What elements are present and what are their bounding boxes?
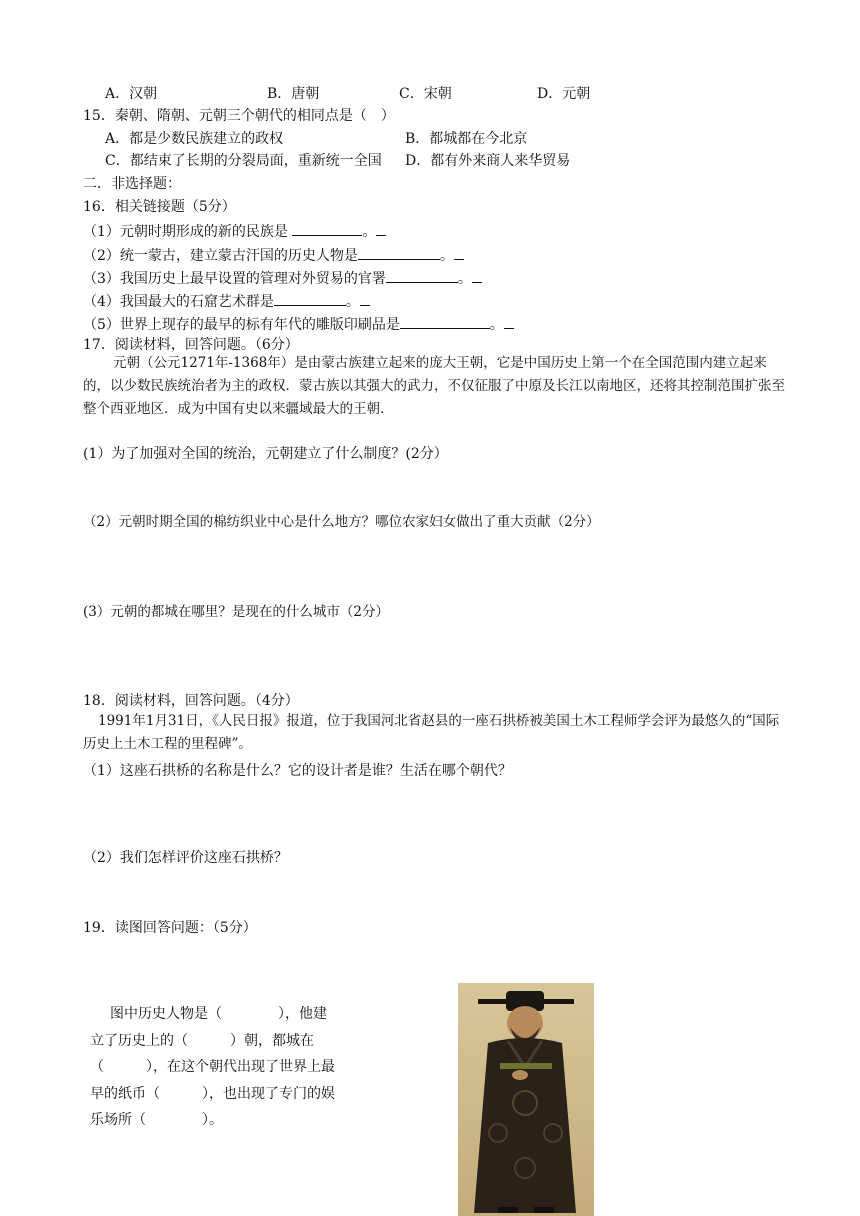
- q17-question-1: (1）为了加强对全国的统治，元朝建立了什么制度？(2分）: [83, 446, 448, 462]
- q18-title: 18．阅读材料，回答问题。（4分）: [83, 693, 299, 709]
- q17-question-3: (3）元朝的都城在哪里？是现在的什么城市（2分）: [83, 604, 389, 620]
- answer-blank[interactable]: [400, 314, 490, 329]
- q15-stem: 15．秦朝、隋朝、元朝三个朝代的相同点是（ ）: [83, 108, 395, 124]
- q15-option-b: B．都城都在今北京: [405, 131, 528, 147]
- q14-option-a: A．汉朝: [105, 86, 158, 102]
- q16-item-5-text: （5）世界上现存的最早的标有年代的雕版印刷品是: [83, 317, 400, 333]
- q19-title: 19．读图回答问题：（5分）: [83, 920, 257, 936]
- answer-blank-tail: [376, 221, 386, 236]
- q16-item-2: [83, 245, 464, 265]
- q15-option-a: A．都是少数民族建立的政权: [105, 131, 284, 147]
- q16-item-1-tail: 。: [362, 224, 377, 240]
- q14-option-b: B．唐朝: [267, 86, 320, 102]
- answer-blank-tail: [472, 268, 482, 283]
- q19-fill-text: 图中历史人物是（ ），他建立了历史上的（ ）朝，都城在（ ），在这个朝代出现了世界上最早的纸币（ ），也出现了专门的娱乐场所（ ）。: [90, 1006, 335, 1128]
- answer-blank[interactable]: [386, 268, 458, 283]
- q16-item-4-tail: 。: [345, 294, 360, 310]
- q15-option-c: C．都结束了长期的分裂局面，重新统一全国: [105, 153, 382, 169]
- q16-item-1-text: （1）元朝时期形成的新的民族是: [83, 224, 293, 240]
- answer-blank-tail: [504, 314, 514, 329]
- answer-blank[interactable]: [358, 245, 440, 260]
- q16-item-4-text: （4）我国最大的石窟艺术群是: [83, 294, 274, 310]
- q18-question-2: （2）我们怎样评价这座石拱桥？: [83, 850, 288, 866]
- q18-material: 1991年1月31日，《人民日报》报道，位于我国河北省赵县的一座石拱桥被美国土木工程师学会评为最悠久的“国际历史上土木工程的里程碑”。: [83, 713, 780, 752]
- q16-item-2-text: （2）统一蒙古，建立蒙古汗国的历史人物是: [83, 248, 358, 264]
- q16-item-2-tail: 。: [439, 248, 454, 264]
- answer-blank-tail: [360, 291, 370, 306]
- q16-item-1: [83, 221, 386, 241]
- q16-item-5: [83, 314, 514, 334]
- emperor-portrait-image: [458, 983, 594, 1216]
- q18-question-1: （1）这座石拱桥的名称是什么？它的设计者是谁？生活在哪个朝代？: [83, 763, 512, 779]
- q16-title: 16．相关链接题（5分）: [83, 199, 236, 215]
- q14-option-d: D．元朝: [537, 86, 591, 102]
- q17-material: 元朝（公元1271年-1368年）是由蒙古族建立起来的庞大王朝，它是中国历史上第一个在全国范围内建立起来的，以少数民族统治者为主的政权．蒙古族以其强大的武力，不仅征服了中原及长江以南地区，还将其控制范围扩张至整个西亚地区．成为中国有史以来疆域最大的王朝．: [83, 355, 785, 417]
- q17-question-2: （2）元朝时期全国的棉纺织业中心是什么地方？哪位农家妇女做出了重大贡献（2分）: [83, 514, 600, 530]
- section-heading: 二．非选择题：: [83, 176, 181, 192]
- answer-blank-tail: [454, 245, 464, 260]
- answer-blank[interactable]: [274, 291, 346, 306]
- q17-title: 17．阅读材料，回答问题。（6分）: [83, 337, 299, 353]
- q16-item-5-tail: 。: [489, 317, 504, 333]
- q16-item-4: [83, 291, 370, 311]
- q14-option-c: C．宋朝: [399, 86, 452, 102]
- answer-blank[interactable]: [292, 221, 362, 236]
- q16-item-3: [83, 268, 482, 288]
- q16-item-3-tail: 。: [457, 271, 472, 287]
- q16-item-3-text: （3）我国历史上最早设置的管理对外贸易的官署: [83, 271, 386, 287]
- q15-option-d: D．都有外来商人来华贸易: [405, 153, 571, 169]
